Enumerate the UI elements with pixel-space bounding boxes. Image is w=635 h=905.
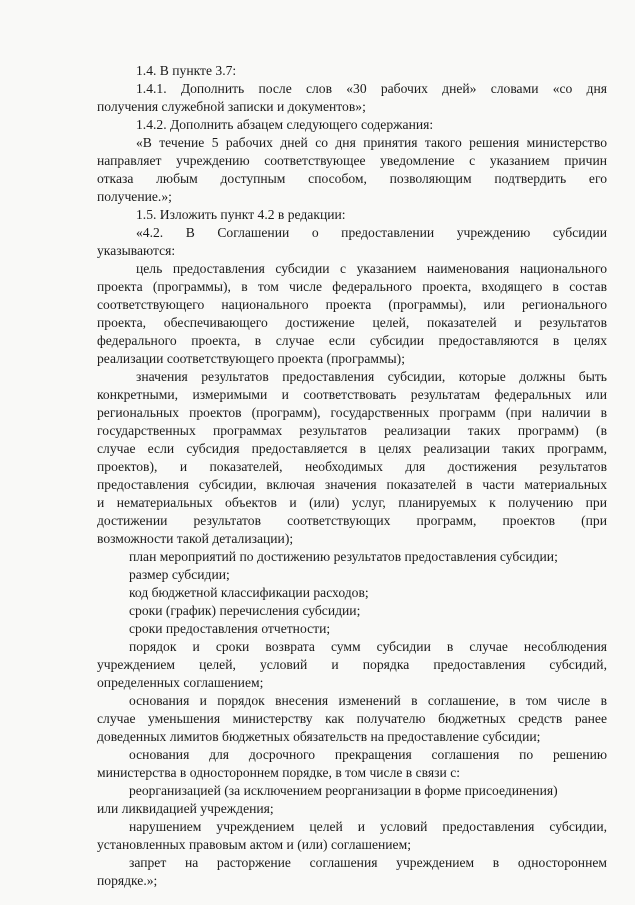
text-line: проектов), и показателей, необходимых для достижения результатов [97,459,607,474]
text-line: цель предоставления субсидии с указанием наименования национального [136,261,607,276]
text-line: проекта (программы), в том числе федерального проекта, входящего в состав [97,279,607,294]
text-line: и нематериальных объектов и (или) услуг, планируемых к получению при [97,495,607,510]
text-line: региональных проектов (программ), государственных программ (при наличии в [97,405,607,420]
text-line: достижении результатов соответствующих программ, проектов (при [97,513,607,528]
text-line: соответствующего национального проекта (программы), или регионального [97,297,607,312]
text-line: учреждением целей, условий и порядка предоставления субсидий, [97,657,607,672]
text-line: реализации соответствующего проекта (программы); [97,351,405,366]
text-line: конкретными, измеримыми и соответствовать результатам федеральных или [97,387,607,402]
text-line: основания и порядок внесения изменений в соглашение, в том числе в [129,693,607,708]
text-line: доведенных лимитов бюджетных обязательств на предоставление субсидии; [97,729,541,744]
text-line: план мероприятий по достижению результатов предоставления субсидии; [129,549,558,564]
text-line: федерального проекта, в случае если субсидии предоставляются в целях [97,333,607,348]
text-line: министерства в одностороннем порядке, в том числе в связи с: [97,765,461,780]
text-line: 1.4. В пункте 3.7: [136,63,237,78]
text-line: основания для досрочного прекращения соглашения по решению [129,747,607,762]
text-line: сроки (график) перечисления субсидии; [129,603,361,618]
text-line: 1.4.1. Дополнить после слов «30 рабочих дней» словами «со дня [136,81,607,96]
text-line: реорганизацией (за исключением реорганизации в форме присоединения) [129,783,558,798]
text-line: порядок и сроки возврата сумм субсидии в случае несоблюдения [129,639,607,654]
text-line: установленных правовым актом и (или) соглашением; [97,837,411,852]
text-line: код бюджетной классификации расходов; [129,585,369,600]
text-line: или ликвидацией учреждения; [97,801,274,816]
text-line: случае уменьшения министерству как получателю бюджетных средств ранее [97,711,607,726]
text-line: направляет учреждению соответствующее уведомление с указанием причин [97,153,607,168]
text-line: значения результатов предоставления субсидии, которые должны быть [136,369,607,384]
text-line: получения служебной записки и документов»; [97,99,366,114]
text-line: «В течение 5 рабочих дней со дня принятия такого решения министерство [136,135,607,150]
text-line: государственных программах результатов реализации таких программ) (в [97,423,607,438]
text-line: нарушением учреждением целей и условий предоставления субсидии, [129,819,607,834]
text-line: 1.5. Изложить пункт 4.2 в редакции: [136,207,346,222]
text-line: отказа любым доступным способом, позволяющим подтвердить его [97,171,607,186]
text-line: «4.2. В Соглашении о предоставлении учреждению субсидии [136,225,607,240]
text-line: возможности такой детализации); [97,531,294,546]
text-line: размер субсидии; [129,567,230,582]
text-line: получение.»; [97,189,172,204]
text-line: определенных соглашением; [97,675,264,690]
text-line: случае если субсидия предоставляется в целях реализации таких программ, [97,441,607,456]
text-line: проекта, обеспечивающего достижение целей, показателей и результатов [97,315,607,330]
text-line: запрет на расторжение соглашения учреждением в одностороннем [129,855,607,870]
text-line: сроки предоставления отчетности; [129,621,331,636]
document-body [97,62,607,890]
text-line: 1.4.2. Дополнить абзацем следующего содержания: [136,117,434,132]
text-line: порядке.»; [97,873,158,888]
text-line: указываются: [97,243,176,258]
text-line: предоставления субсидии, включая значения показателей в части материальных [97,477,607,492]
